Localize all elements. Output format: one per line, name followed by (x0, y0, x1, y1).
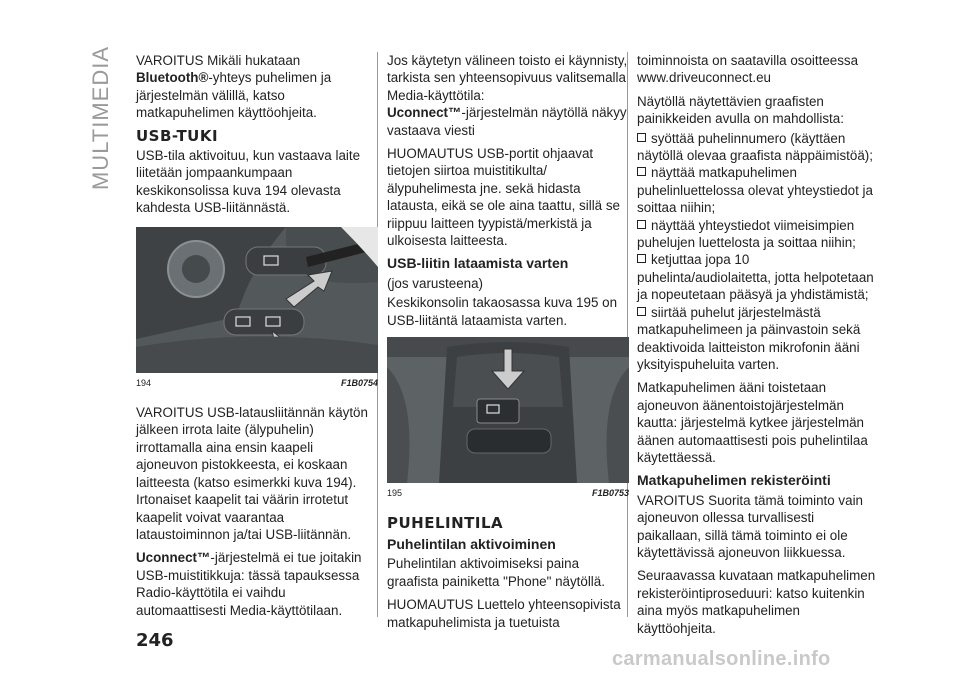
figure-caption (136, 375, 378, 392)
bullet-item: näyttää matkapuhelimen puhelinluettelossa olevat yhteystiedot ja soittaa niihin; (637, 165, 873, 216)
paragraph: Seuraavassa kuvataan matkapuhelimen rekisteröintiproseduuri: katso kuitenkin aina myös matkapuhelimen käyttöohjeita. (637, 568, 876, 636)
paragraph: VAROITUS Suorita tämä toiminto vain ajoneuvon ollessa turvallisesti paikallaan, sillä tämä toiminto ei ole käytettävissä ajoneuvon liikkuessa. (637, 492, 863, 560)
bullet-icon (637, 254, 646, 263)
figure-number: 195 (387, 488, 403, 499)
bullet-icon (637, 167, 646, 176)
paragraph: VAROITUS USB-latausliitännän käytön jälkeen irrota laite (älypuhelin) irrottamalla aina ensin kaapeli ajoneuvon pistokkeesta, ei koskaan laitteesta (katso esimerkki kuva 194). Irtonaiset kaapelit tai väärin irrotetut kaapelit voivat vaarantaa lataustoiminnon ja/tai USB-liitännän. (136, 405, 368, 542)
bullet-item: ketjuttaa jopa 10 puhelinta/audiolaitetta, jotta helpotetaan ja nopeutetaan pääsyä ja yhdistämistä; (637, 252, 874, 303)
paragraph: Puhelintilan aktivoimiseksi paina graafista painiketta "Phone" näytöllä. (387, 556, 605, 589)
bullet-item: näyttää yhteystiedot viimeisimpien puhelujen luettelosta ja soittaa niihin; (637, 217, 856, 251)
heading-usb: USB-TUKI (136, 126, 219, 145)
figure-code: F1B0754 (340, 377, 378, 388)
bullet-icon (637, 133, 646, 142)
paragraph: Jos käytetyn välineen toisto ei käynnisty, tarkista sen yhteensopivuus valitsemalla Media-käyttötila: Uconnect™-järjestelmän näytöllä näkyy vastaava viesti (387, 53, 628, 138)
figure-number: 194 (136, 377, 152, 388)
column-1 (136, 52, 378, 625)
column-3 (637, 52, 879, 643)
paragraph: HUOMAUTUS Luettelo yhteensopivista matkapuhelimista ja tuetuista (387, 597, 621, 630)
figure-194-image (136, 227, 378, 373)
heading-phone-mode: PUHELINTILA (387, 513, 504, 532)
page-number: 246 (136, 630, 174, 651)
paragraph: HUOMAUTUS USB-portit ohjaavat tietojen siirtoa muistitikulta/älypuhelimesta jne. sekä hidasta latausta, eikä se ole aina taattu, sillä se riippuu laitteen tyypistä/merkistä ja ulkoisesta laitteesta. (387, 146, 620, 249)
bullet-icon (637, 220, 646, 229)
heading-usb-charging: USB-liitin lataamista varten (387, 255, 569, 272)
figure-code: F1B0753 (591, 488, 629, 499)
paragraph: USB-tila aktivoituu, kun vastaava laite liitetään jompaankumpaan keskikonsolissa kuva 194 olevasta kahdesta USB-liitännästä. (136, 148, 361, 216)
paragraph: (jos varusteena) (387, 275, 484, 291)
bullet-icon (637, 307, 646, 316)
paragraph: Keskikonsolin takaosassa kuva 195 on USB-liitäntä lataamista varten. (387, 295, 618, 328)
paragraph: Matkapuhelimen ääni toistetaan ajoneuvon äänentoistojärjestelmän kautta: järjestelmä kytkee järjestelmän äänen automaattisesti pois puhelintilaa käytettäessä. (637, 380, 868, 465)
paragraph: toiminnoista on saatavilla osoitteessa www.driveuconnect.eu (637, 53, 859, 86)
paragraph: VAROITUS Mikäli hukataan Bluetooth®-yhteys puhelimen ja järjestelmän välillä, katso matkapuhelimen käyttöohjeita. (136, 53, 332, 121)
watermark: carmanualsonline.info (612, 648, 831, 670)
bullet-item: syöttää puhelinnumero (käyttäen näytöllä olevaa graafista näppäimistöä); (637, 130, 873, 164)
column-2 (387, 52, 629, 637)
figure-caption (387, 485, 629, 502)
heading-activate-phone: Puhelintilan aktivoiminen (387, 535, 556, 552)
bullet-item: siirtää puhelut järjestelmästä matkapuhelimeen ja päinvastoin sekä deaktivoida laitteiston mikrofonin ääni yksityispuheluita varten. (637, 304, 861, 372)
figure-195-image (387, 337, 629, 483)
paragraph: Näytöllä näytettävien graafisten painikkeiden avulla on mahdollista: (637, 93, 844, 127)
paragraph: Uconnect™-järjestelmä ei tue joitakin USB-muistitikkuja: tässä tapauksessa Radio-käyttötila ei vaihdu automaattisesti Media-käyttötilaan. (136, 550, 362, 618)
section-sidebar (86, 45, 116, 190)
heading-phone-registration: Matkapuhelimen rekisteröinti (637, 472, 831, 489)
section-title: MULTIMEDIA (88, 45, 113, 190)
